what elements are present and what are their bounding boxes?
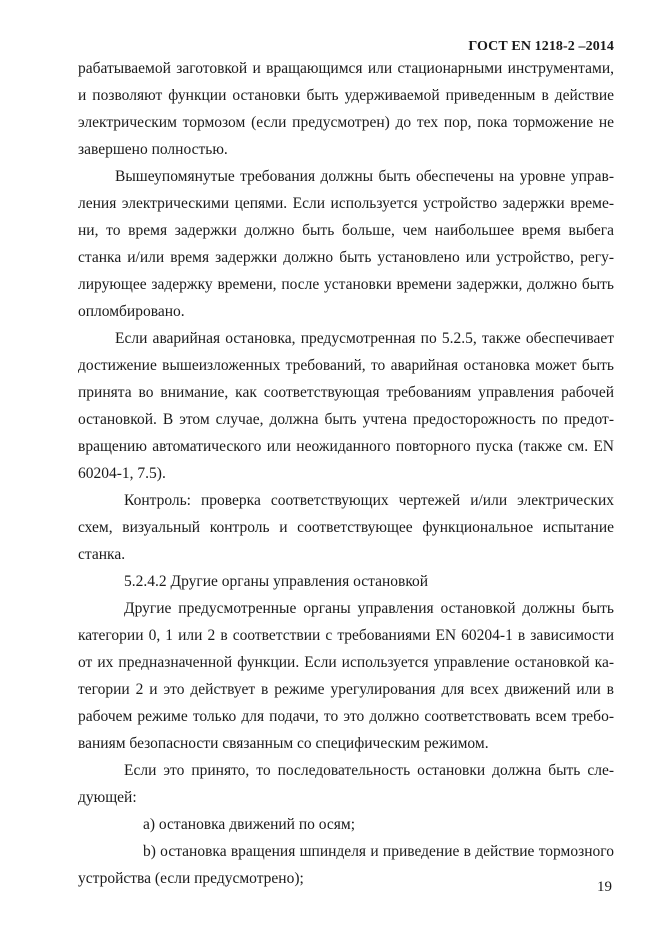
paragraph-requirements: Вышеупомянутые требования должны быть обеспечены на уровне управления электрическими цепями. Если используется устройство задержки времени, то время задержки должно быть больше, чем наибольшее время выбега станка и/или время задержки должно быть установлено или устройство, регулирующее задержку времени, после установки времени задержки, должно быть опломбировано. [78, 168, 614, 320]
paragraph-control: Контроль: проверка соответствующих чертежей и/или электрических схем, визуальный контроль и соответствующее функциональное испытание станка. [78, 492, 614, 563]
paragraph-other-controls: Другие предусмотренные органы управления остановкой должны быть категории 0, 1 или 2 в соответствии с требованиями EN 60204-1 в зависимости от их предназначенной функции. Если используется управление остановкой категории 2 и это действует в режиме урегулирования для всех движений или в рабочем режиме только для подачи, то это должно соответствовать всем требованиям безопасности связанным со специфическим режимом. [78, 600, 614, 752]
section-heading: 5.2.4.2 Другие органы управления остановкой [124, 573, 429, 590]
paragraph-emergency-stop: Если аварийная остановка, предусмотренная по 5.2.5, также обеспечивает достижение вышеизложенных требований, то аварийная остановка может быть принята во внимание, как соответствующая требованиям управления рабочей остановкой. В этом случае, должна быть учтена предосторожность по предотвращению автоматического или неожиданного повторного пуска (также см. EN 60204-1, 7.5). [78, 330, 614, 482]
standard-code-header: ГОСТ EN 1218-2 –2014 [468, 39, 614, 54]
list-item-b: b) остановка вращения шпинделя и приведение в действие тормозного устройства (если предусмотрено); [78, 843, 614, 887]
page-number: 19 [597, 879, 612, 895]
list-item-a: a) остановка движений по осям; [143, 816, 356, 833]
paragraph-continuation: рабатываемой заготовкой и вращающимся или стационарными инструментами, и позволяют функции остановки быть удерживаемой приведенным в действие электрическим тормозом (если предусмотрен) до тех пор, пока торможение не завершено полностью. [78, 60, 614, 158]
document-body [78, 55, 614, 892]
paragraph-sequence-intro: Если это принято, то последовательность остановки должна быть следующей: [78, 762, 614, 806]
